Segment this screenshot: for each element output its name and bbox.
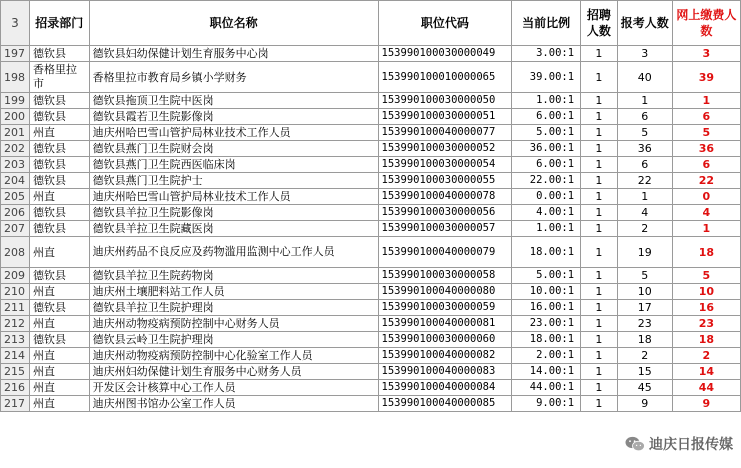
cell-hire[interactable]: 1	[581, 396, 618, 412]
cell-ratio[interactable]: 18.00:1	[512, 332, 581, 348]
cell-applicants[interactable]: 40	[617, 62, 672, 93]
cell-ratio[interactable]: 1.00:1	[512, 221, 581, 237]
cell-hire[interactable]: 1	[581, 109, 618, 125]
cell-paid[interactable]: 6	[672, 157, 740, 173]
cell-code[interactable]: 153990100030000051	[378, 109, 512, 125]
cell-hire[interactable]: 1	[581, 157, 618, 173]
cell-position[interactable]: 迪庆州哈巴雪山管护局林业技术工作人员	[89, 189, 378, 205]
cell-dept[interactable]: 州直	[29, 380, 89, 396]
cell-paid[interactable]: 14	[672, 364, 740, 380]
cell-ratio[interactable]: 1.00:1	[512, 93, 581, 109]
table-row	[1, 268, 741, 284]
table-row	[1, 380, 741, 396]
cell-hire[interactable]: 1	[581, 173, 618, 189]
cell-ratio[interactable]: 2.00:1	[512, 348, 581, 364]
cell-paid[interactable]: 5	[672, 268, 740, 284]
cell-applicants[interactable]: 36	[617, 141, 672, 157]
cell-position[interactable]: 德钦县羊拉卫生院影像岗	[89, 205, 378, 221]
header-code[interactable]: 职位代码	[378, 1, 512, 46]
cell-dept[interactable]: 德钦县	[29, 157, 89, 173]
cell-applicants[interactable]: 2	[617, 221, 672, 237]
watermark-text: 迪庆日报传媒	[649, 437, 733, 453]
cell-code[interactable]: 153990100030000057	[378, 221, 512, 237]
cell-applicants[interactable]: 6	[617, 109, 672, 125]
table-row	[1, 221, 741, 237]
row-number[interactable]: 215	[1, 364, 30, 380]
cell-applicants[interactable]: 5	[617, 125, 672, 141]
row-number[interactable]: 207	[1, 221, 30, 237]
cell-paid[interactable]: 5	[672, 125, 740, 141]
cell-paid[interactable]: 10	[672, 284, 740, 300]
cell-ratio[interactable]: 6.00:1	[512, 109, 581, 125]
cell-hire[interactable]: 1	[581, 93, 618, 109]
cell-applicants[interactable]: 45	[617, 380, 672, 396]
cell-dept[interactable]: 德钦县	[29, 93, 89, 109]
cell-applicants[interactable]: 22	[617, 173, 672, 189]
cell-paid[interactable]: 0	[672, 189, 740, 205]
cell-position[interactable]: 德钦县妇幼保健计划生育服务中心岗	[89, 46, 378, 62]
table-row	[1, 284, 741, 300]
cell-hire[interactable]: 1	[581, 62, 618, 93]
row-number[interactable]: 198	[1, 62, 30, 93]
cell-position[interactable]: 德钦县羊拉卫生院藏医岗	[89, 221, 378, 237]
cell-position[interactable]: 迪庆州动物疫病预防控制中心化验室工作人员	[89, 348, 378, 364]
watermark	[623, 434, 735, 454]
table-row	[1, 141, 741, 157]
cell-ratio[interactable]: 22.00:1	[512, 173, 581, 189]
cell-ratio[interactable]: 10.00:1	[512, 284, 581, 300]
cell-ratio[interactable]: 16.00:1	[512, 300, 581, 316]
header-position[interactable]: 职位名称	[89, 1, 378, 46]
cell-position[interactable]: 迪庆州哈巴雪山管护局林业技术工作人员	[89, 125, 378, 141]
header-paid[interactable]: 网上缴费人数	[672, 1, 740, 46]
table-row	[1, 157, 741, 173]
cell-position[interactable]: 德钦县拖顶卫生院中医岗	[89, 93, 378, 109]
cell-ratio[interactable]: 23.00:1	[512, 316, 581, 332]
row-number[interactable]: 216	[1, 380, 30, 396]
row-number[interactable]: 200	[1, 109, 30, 125]
cell-paid[interactable]: 3	[672, 46, 740, 62]
cell-hire[interactable]: 1	[581, 125, 618, 141]
row-number[interactable]: 208	[1, 237, 30, 268]
cell-dept[interactable]: 德钦县	[29, 141, 89, 157]
cell-paid[interactable]: 4	[672, 205, 740, 221]
cell-applicants[interactable]: 4	[617, 205, 672, 221]
cell-dept[interactable]: 州直	[29, 125, 89, 141]
header-applicants[interactable]: 报考人数	[617, 1, 672, 46]
cell-hire[interactable]: 1	[581, 221, 618, 237]
cell-ratio[interactable]: 5.00:1	[512, 268, 581, 284]
cell-code[interactable]: 153990100040000085	[378, 396, 512, 412]
cell-position[interactable]: 迪庆州土壤肥料站工作人员	[89, 284, 378, 300]
cell-dept[interactable]: 州直	[29, 316, 89, 332]
cell-code[interactable]: 153990100030000055	[378, 173, 512, 189]
cell-hire[interactable]: 1	[581, 46, 618, 62]
cell-ratio[interactable]: 44.00:1	[512, 380, 581, 396]
row-number[interactable]: 209	[1, 268, 30, 284]
table-row	[1, 300, 741, 316]
cell-position[interactable]: 迪庆州妇幼保健计划生育服务中心财务人员	[89, 364, 378, 380]
table-row	[1, 46, 741, 62]
cell-dept[interactable]: 州直	[29, 396, 89, 412]
cell-dept[interactable]: 德钦县	[29, 221, 89, 237]
row-number[interactable]: 212	[1, 316, 30, 332]
cell-code[interactable]: 153990100040000084	[378, 380, 512, 396]
cell-dept[interactable]: 德钦县	[29, 268, 89, 284]
table-row	[1, 316, 741, 332]
cell-hire[interactable]: 1	[581, 300, 618, 316]
cell-applicants[interactable]: 23	[617, 316, 672, 332]
cell-position[interactable]: 开发区会计核算中心工作人员	[89, 380, 378, 396]
cell-applicants[interactable]: 5	[617, 268, 672, 284]
cell-dept[interactable]: 德钦县	[29, 205, 89, 221]
cell-dept[interactable]: 德钦县	[29, 109, 89, 125]
cell-paid[interactable]: 16	[672, 300, 740, 316]
cell-dept[interactable]: 香格里拉市	[29, 62, 89, 93]
cell-paid[interactable]: 6	[672, 109, 740, 125]
cell-paid[interactable]: 2	[672, 348, 740, 364]
cell-hire[interactable]: 1	[581, 284, 618, 300]
cell-position[interactable]: 迪庆州动物疫病预防控制中心财务人员	[89, 316, 378, 332]
cell-dept[interactable]: 德钦县	[29, 300, 89, 316]
cell-applicants[interactable]: 1	[617, 189, 672, 205]
cell-hire[interactable]: 1	[581, 332, 618, 348]
cell-position[interactable]: 香格里拉市教育局乡镇小学财务	[89, 62, 378, 93]
table-row	[1, 237, 741, 268]
cell-code[interactable]: 153990100040000077	[378, 125, 512, 141]
row-number[interactable]: 217	[1, 396, 30, 412]
table-row	[1, 396, 741, 412]
cell-code[interactable]: 153990100030000049	[378, 46, 512, 62]
cell-applicants[interactable]: 10	[617, 284, 672, 300]
cell-ratio[interactable]: 4.00:1	[512, 205, 581, 221]
wechat-icon	[625, 436, 645, 452]
cell-code[interactable]: 153990100040000079	[378, 237, 512, 268]
table-row	[1, 189, 741, 205]
cell-hire[interactable]: 1	[581, 189, 618, 205]
cell-paid[interactable]: 22	[672, 173, 740, 189]
row-number[interactable]: 199	[1, 93, 30, 109]
cell-ratio[interactable]: 18.00:1	[512, 237, 581, 268]
cell-hire[interactable]: 1	[581, 316, 618, 332]
cell-dept[interactable]: 州直	[29, 364, 89, 380]
cell-position[interactable]: 德钦县羊拉卫生院护理岗	[89, 300, 378, 316]
table-row	[1, 125, 741, 141]
cell-code[interactable]: 153990100010000065	[378, 62, 512, 93]
cell-ratio[interactable]: 3.00:1	[512, 46, 581, 62]
cell-ratio[interactable]: 36.00:1	[512, 141, 581, 157]
cell-dept[interactable]: 州直	[29, 284, 89, 300]
cell-position[interactable]: 德钦县燕门卫生院西医临床岗	[89, 157, 378, 173]
cell-position[interactable]: 德钦县羊拉卫生院药物岗	[89, 268, 378, 284]
cell-applicants[interactable]: 17	[617, 300, 672, 316]
cell-paid[interactable]: 44	[672, 380, 740, 396]
table-row	[1, 364, 741, 380]
cell-code[interactable]: 153990100040000082	[378, 348, 512, 364]
cell-position[interactable]: 迪庆州图书馆办公室工作人员	[89, 396, 378, 412]
row-number[interactable]: 3	[1, 1, 30, 46]
cell-ratio[interactable]: 6.00:1	[512, 157, 581, 173]
table-row	[1, 93, 741, 109]
cell-dept[interactable]: 德钦县	[29, 46, 89, 62]
cell-code[interactable]: 153990100030000050	[378, 93, 512, 109]
header-hire[interactable]: 招聘人数	[581, 1, 618, 46]
row-number[interactable]: 214	[1, 348, 30, 364]
cell-hire[interactable]: 1	[581, 380, 618, 396]
row-number[interactable]: 203	[1, 157, 30, 173]
table-row	[1, 332, 741, 348]
row-number[interactable]: 210	[1, 284, 30, 300]
cell-code[interactable]: 153990100040000083	[378, 364, 512, 380]
cell-hire[interactable]: 1	[581, 205, 618, 221]
header-dept[interactable]: 招录部门	[29, 1, 89, 46]
cell-dept[interactable]: 州直	[29, 237, 89, 268]
cell-code[interactable]: 153990100030000058	[378, 268, 512, 284]
cell-ratio[interactable]: 0.00:1	[512, 189, 581, 205]
row-number[interactable]: 213	[1, 332, 30, 348]
row-number[interactable]: 202	[1, 141, 30, 157]
cell-hire[interactable]: 1	[581, 348, 618, 364]
table-row	[1, 109, 741, 125]
cell-dept[interactable]: 德钦县	[29, 173, 89, 189]
cell-applicants[interactable]: 2	[617, 348, 672, 364]
cell-code[interactable]: 153990100030000060	[378, 332, 512, 348]
cell-code[interactable]: 153990100030000054	[378, 157, 512, 173]
table-row	[1, 62, 741, 93]
cell-position[interactable]: 迪庆州药品不良反应及药物滥用监测中心工作人员	[89, 237, 378, 268]
cell-applicants[interactable]: 9	[617, 396, 672, 412]
cell-paid[interactable]: 18	[672, 332, 740, 348]
cell-code[interactable]: 153990100030000059	[378, 300, 512, 316]
cell-code[interactable]: 153990100040000078	[378, 189, 512, 205]
cell-dept[interactable]: 州直	[29, 348, 89, 364]
cell-position[interactable]: 德钦县燕门卫生院护士	[89, 173, 378, 189]
cell-hire[interactable]: 1	[581, 237, 618, 268]
row-number[interactable]: 201	[1, 125, 30, 141]
cell-position[interactable]: 德钦县云岭卫生院护理岗	[89, 332, 378, 348]
row-number[interactable]: 205	[1, 189, 30, 205]
cell-hire[interactable]: 1	[581, 141, 618, 157]
row-number[interactable]: 204	[1, 173, 30, 189]
cell-ratio[interactable]: 14.00:1	[512, 364, 581, 380]
cell-code[interactable]: 153990100030000056	[378, 205, 512, 221]
cell-applicants[interactable]: 15	[617, 364, 672, 380]
row-number[interactable]: 206	[1, 205, 30, 221]
cell-applicants[interactable]: 3	[617, 46, 672, 62]
cell-paid[interactable]: 1	[672, 221, 740, 237]
cell-ratio[interactable]: 5.00:1	[512, 125, 581, 141]
cell-position[interactable]: 德钦县霞若卫生院影像岗	[89, 109, 378, 125]
cell-code[interactable]: 153990100040000080	[378, 284, 512, 300]
header-ratio[interactable]: 当前比例	[512, 1, 581, 46]
cell-paid[interactable]: 23	[672, 316, 740, 332]
cell-applicants[interactable]: 19	[617, 237, 672, 268]
cell-ratio[interactable]: 9.00:1	[512, 396, 581, 412]
cell-paid[interactable]: 1	[672, 93, 740, 109]
cell-code[interactable]: 153990100040000081	[378, 316, 512, 332]
table-row	[1, 348, 741, 364]
cell-dept[interactable]: 德钦县	[29, 332, 89, 348]
cell-hire[interactable]: 1	[581, 268, 618, 284]
row-number[interactable]: 211	[1, 300, 30, 316]
table-row	[1, 173, 741, 189]
cell-paid[interactable]: 18	[672, 237, 740, 268]
cell-position[interactable]: 德钦县燕门卫生院财会岗	[89, 141, 378, 157]
cell-applicants[interactable]: 1	[617, 93, 672, 109]
row-number[interactable]: 197	[1, 46, 30, 62]
cell-paid[interactable]: 9	[672, 396, 740, 412]
cell-ratio[interactable]: 39.00:1	[512, 62, 581, 93]
table-row	[1, 205, 741, 221]
cell-applicants[interactable]: 6	[617, 157, 672, 173]
cell-paid[interactable]: 39	[672, 62, 740, 93]
cell-paid[interactable]: 36	[672, 141, 740, 157]
cell-applicants[interactable]: 18	[617, 332, 672, 348]
header-row	[1, 1, 741, 46]
cell-code[interactable]: 153990100030000052	[378, 141, 512, 157]
cell-hire[interactable]: 1	[581, 364, 618, 380]
cell-dept[interactable]: 州直	[29, 189, 89, 205]
